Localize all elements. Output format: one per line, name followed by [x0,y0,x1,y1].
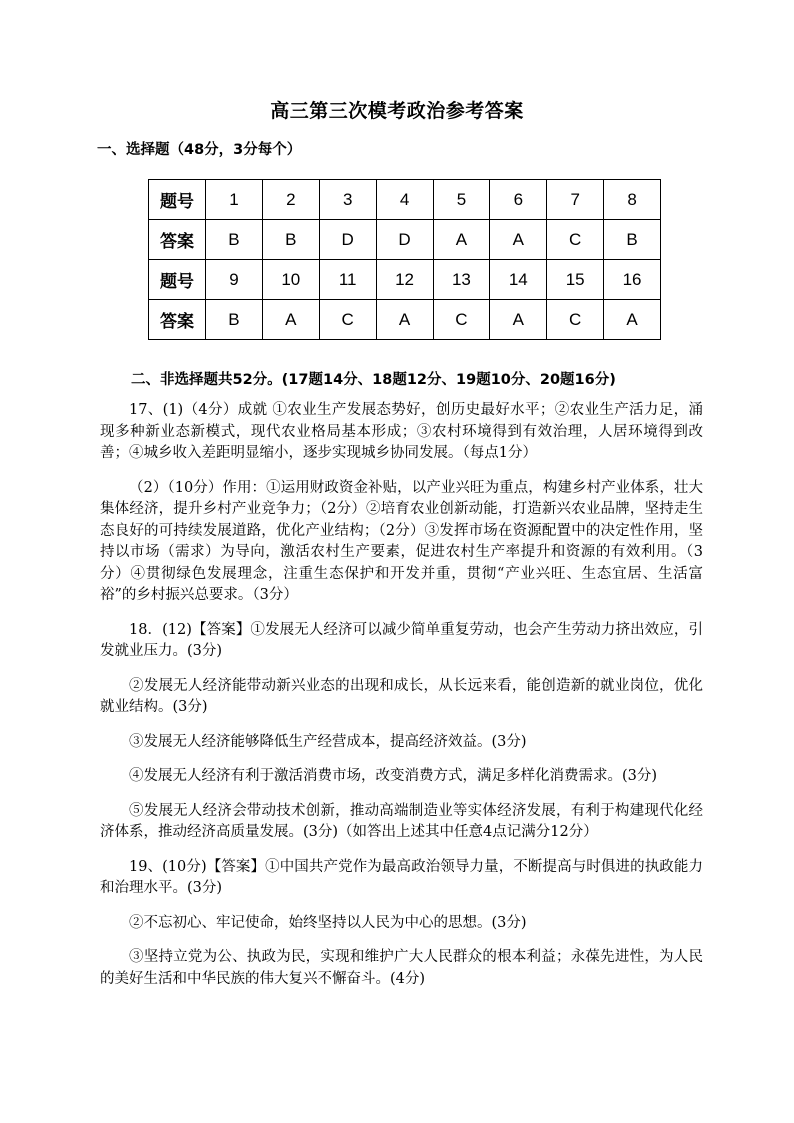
answer-paragraph: 17、(1)（4分）成就 ①农业生产发展态势好，创历史最好水平；②农业生产活力足，涌现多种新业态新模式，现代农业格局基本形成；③农村环境得到有效治理，人居环境得到改善；④城乡收入差距明显缩小，逐步实现城乡协同发展。（每点1分） [100,402,703,461]
answer-paragraph: ⑤发展无人经济会带动技术创新，推动高端制造业等实体经济发展，有利于构建现代化经济体系，推动经济高质量发展。(3分)（如答出上述其中任意4点记满分12分） [100,802,703,840]
table-cell: C [319,300,376,340]
table-row [149,300,661,340]
table-cell: 9 [206,260,263,300]
table-cell: 8 [604,180,661,220]
answer-body [100,400,703,1003]
table-cell: 3 [319,180,376,220]
table-cell: 4 [376,180,433,220]
answer-paragraph: ②不忘初心、牢记使命，始终坚持以人民为中心的思想。(3分) [129,914,527,931]
table-cell: A [262,300,319,340]
table-cell: 15 [547,260,604,300]
row-label: 答案 [149,300,206,340]
table-cell: 12 [376,260,433,300]
answer-paragraph: ③坚持立党为公、执政为民，实现和维护广大人民群众的根本利益；永葆先进性，为人民的美好生活和中华民族的伟大复兴不懈奋斗。(4分) [100,949,703,987]
table-cell: 2 [262,180,319,220]
table-row [149,180,661,220]
table-cell: C [433,300,490,340]
table-row [149,260,661,300]
table-row [149,220,661,260]
answer-paragraph: ④发展无人经济有利于激活消费市场，改变消费方式，满足多样化消费需求。(3分) [129,768,658,784]
answer-paragraph: ③发展无人经济能够降低生产经营成本，提高经济效益。(3分) [129,733,527,750]
table-cell: A [490,220,547,260]
table-cell: 13 [433,260,490,300]
table-cell: 7 [547,180,604,220]
table-cell: D [319,220,376,260]
table-cell: B [604,220,661,260]
table-cell: B [206,300,263,340]
table-cell: A [433,220,490,260]
table-cell: A [376,300,433,340]
table-cell: 6 [490,180,547,220]
table-cell: 14 [490,260,547,300]
table-cell: C [547,300,604,340]
table-cell: C [547,220,604,260]
row-label: 题号 [149,180,206,220]
row-label: 答案 [149,220,206,260]
table-cell: 11 [319,260,376,300]
table-cell: 16 [604,260,661,300]
answer-table [148,179,661,340]
section-heading-nonchoice: 二、非选择题共52分。(17题14分、18题12分、19题10分、20题16分) [131,372,616,388]
table-cell: A [490,300,547,340]
table-cell: 1 [206,180,263,220]
answer-paragraph: ②发展无人经济能带动新兴业态的出现和成长，从长远来看，能创造新的就业岗位，优化就业结构。(3分) [100,677,703,715]
table-cell: 5 [433,180,490,220]
table-cell: D [376,220,433,260]
answer-paragraph: 18．(12)【答案】①发展无人经济可以减少简单重复劳动，也会产生劳动力挤出效应，引发就业压力。(3分) [100,621,703,659]
table-cell: A [604,300,661,340]
table-cell: 10 [262,260,319,300]
section-heading-choice: 一、选择题（48分，3分每个） [97,142,302,158]
answer-paragraph: （2）（10分）作用：①运用财政资金补贴，以产业兴旺为重点，构建乡村产业体系，壮大集体经济，提升乡村产业竞争力；（2分）②培育农业创新动能，打造新兴农业品牌，坚持走生态良好的可持续发展道路，优化产业结构；（2分）③发挥市场在资源配置中的决定性作用，坚持以市场（需求）为导向，激活农村生产要素，促进农村生产率提升和资源的有效利用。（3分）④贯彻绿色发展理念，注重生态保护和开发并重，贯彻“产业兴旺、生态宜居、生活富裕”的乡村振兴总要求。（3分） [100,479,703,603]
table-cell: B [206,220,263,260]
table-cell: B [262,220,319,260]
row-label: 题号 [149,260,206,300]
page-title: 高三第三次模考政治参考答案 [270,100,524,122]
answer-paragraph: 19、(10分)【答案】①中国共产党作为最高政治领导力量，不断提高与时俱进的执政能力和治理水平。(3分) [100,858,703,896]
